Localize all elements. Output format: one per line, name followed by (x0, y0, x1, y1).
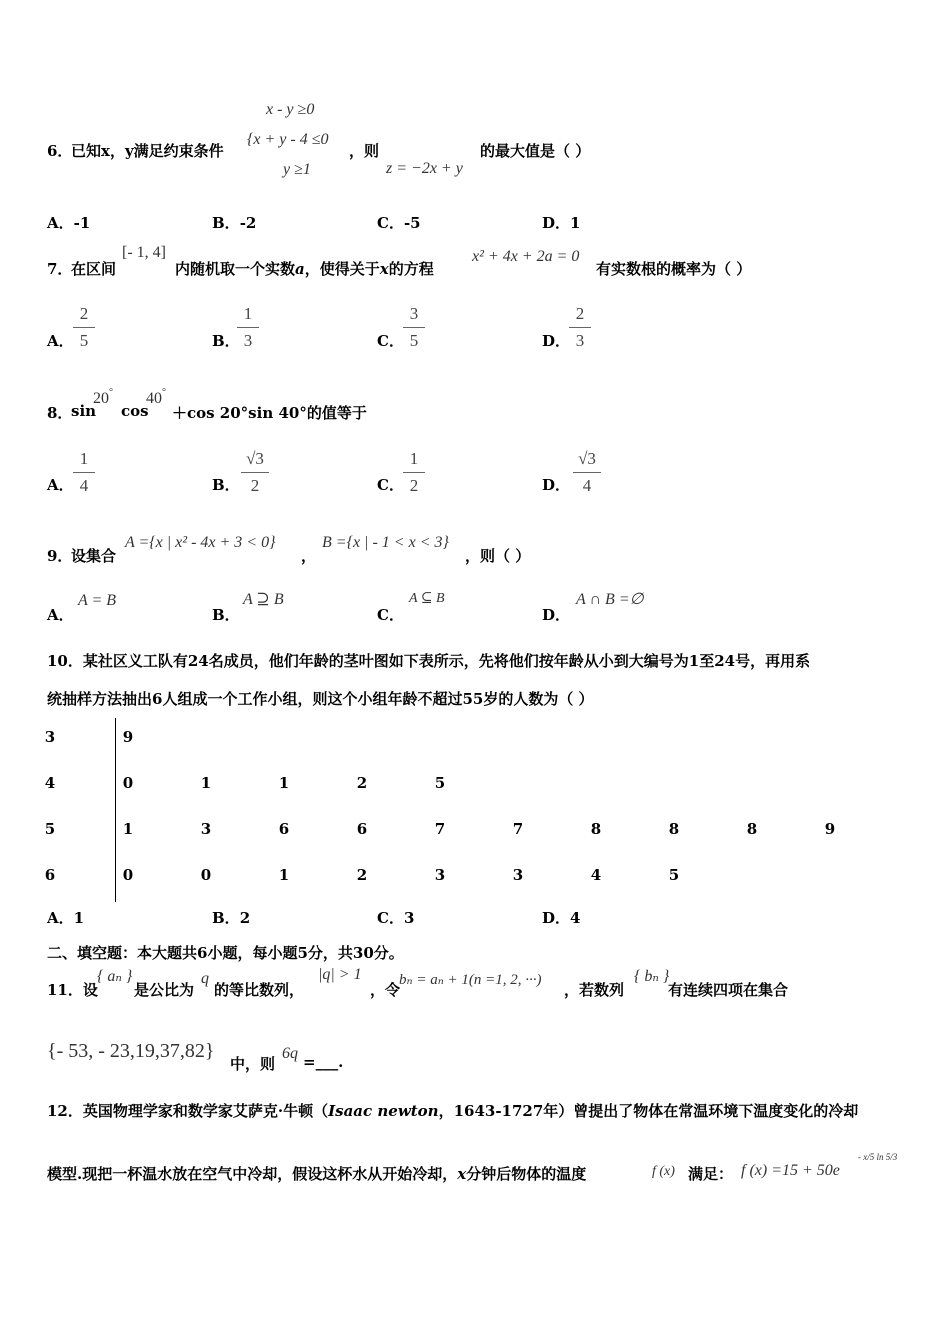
q9-text-a: 设集合 (71, 547, 117, 565)
q12-line-1: 12．英国物理学家和数学家艾萨克·牛顿（Isaac newton，1643-1727年）曾提出了物体在常温环境下温度变化的冷却 (47, 1102, 859, 1120)
q6-constraint-3: y ≥1 (283, 161, 311, 178)
q12-exponent: - x/5 ln 5/3 (858, 1152, 898, 1162)
q6-option-c: C．-5 (377, 214, 421, 232)
q8-sin: sin (71, 402, 97, 420)
leaf: 6 (356, 820, 368, 838)
q8-degree-20: 20° (93, 387, 113, 407)
leaf: 1 (278, 866, 290, 884)
q7-option-c-fraction: 3 5 (403, 303, 425, 352)
q10-option-b: B．2 (212, 909, 251, 927)
q9-option-a-value: A = B (78, 592, 117, 609)
q11-answer-blank: =___. (303, 1053, 344, 1071)
stem-6: 6 (44, 866, 56, 884)
q12-formula: f (x) =15 + 50e (741, 1162, 840, 1179)
section-heading-fill-in: 二、填空题：本大题共6小题，每小题5分，共30分。 (47, 944, 404, 962)
leaf: 1 (122, 820, 134, 838)
q12-text-c: 满足： (688, 1165, 734, 1183)
q7-text-e: 有实数根的概率为（ ） (596, 260, 752, 278)
leaf: 5 (434, 774, 446, 792)
leaf: 4 (590, 866, 602, 884)
leaf: 5 (668, 866, 680, 884)
q11-bn-definition: bₙ = aₙ + 1(n =1, 2, ···) (399, 972, 542, 988)
q10-option-c: C．3 (377, 909, 415, 927)
leaf: 6 (278, 820, 290, 838)
q9-option-b-label: B． (212, 606, 240, 624)
q6-constraint-1: x - y ≥0 (266, 101, 315, 118)
q8-text-rest: ＋cos 20°sin 40°的值等于 (172, 404, 367, 422)
q10-option-d: D．4 (542, 909, 581, 927)
q11-text-e: 有连续四项在集合 (668, 981, 789, 999)
q11-ask: 6q (282, 1045, 298, 1062)
q11-q: q (201, 970, 209, 987)
q11-condition: |q| > 1 (318, 966, 362, 983)
leaf: 0 (122, 866, 134, 884)
stem-divider (115, 718, 116, 902)
leaf: 9 (122, 728, 134, 746)
leaf: 7 (512, 820, 524, 838)
q7-option-b-label: B． (212, 332, 240, 350)
stem-5: 5 (44, 820, 56, 838)
q7-option-d-fraction: 2 3 (569, 303, 591, 352)
q9-set-a: A ={x | x² - 4x + 3 < 0} (125, 534, 276, 551)
q12-line-2: 模型.现把一杯温水放在空气中冷却，假设这杯水从开始冷却，x分钟后物体的温度 (47, 1165, 587, 1183)
q8-option-d-label: D． (542, 476, 571, 494)
leaf: 0 (122, 774, 134, 792)
q11-sequence-b: { bₙ } (634, 968, 670, 985)
q11-text-a: 是公比为 (134, 981, 195, 999)
q6-text-c: 的最大值是（ ） (480, 142, 591, 160)
q11-set: {- 53, - 23,19,37,82} (47, 1040, 215, 1062)
q10-text-line-1: 10．某社区义工队有24名成员，他们年龄的茎叶图如下表所示，先将他们按年龄从小到大编号为1至24号，再用系 (47, 652, 811, 670)
leaf: 8 (668, 820, 680, 838)
q9-set-b: B ={x | - 1 < x < 3} (322, 534, 449, 551)
q11-text-b: 的等比数列， (214, 981, 305, 999)
q9-number: 9． (47, 547, 73, 565)
q10-text-line-2: 统抽样方法抽出6人组成一个工作小组，则这个小组年龄不超过55岁的人数为（ ） (47, 690, 594, 708)
leaf: 1 (278, 774, 290, 792)
q8-number: 8． (47, 404, 73, 422)
q6-option-d: D．1 (542, 214, 581, 232)
stem-4: 4 (44, 774, 56, 792)
q12-fx: f (x) (652, 1164, 675, 1179)
q6-constraint-2: {x + y - 4 ≤0 (247, 131, 329, 148)
q7-text-b: 内随机取一个实数a，使得关于x的方程 (175, 260, 434, 278)
q9-option-d-label: D． (542, 606, 571, 624)
q11-text-f: 中，则 (230, 1055, 276, 1073)
q6-number: 6． (47, 142, 73, 160)
stem-3: 3 (44, 728, 56, 746)
q7-option-a-fraction: 2 5 (73, 303, 95, 352)
q8-option-c-fraction: 1 2 (403, 448, 425, 497)
leaf: 3 (512, 866, 524, 884)
leaf: 9 (824, 820, 836, 838)
leaf: 3 (434, 866, 446, 884)
leaf: 7 (434, 820, 446, 838)
leaf: 2 (356, 866, 368, 884)
q9-option-d-value: A ∩ B =∅ (576, 591, 644, 608)
leaf: 8 (746, 820, 758, 838)
q7-text-a: 在区间 (71, 260, 117, 278)
q6-text-a: 已知x，y满足约束条件 (71, 142, 224, 160)
q6-text-b: ，则 (349, 142, 380, 160)
q8-degree-40: 40° (146, 387, 166, 407)
q6-objective: z = −2x + y (386, 160, 463, 177)
q6-option-b: B．-2 (212, 214, 257, 232)
q7-option-c-label: C． (377, 332, 404, 350)
q10-option-a: A．1 (47, 909, 85, 927)
q8-option-a-fraction: 1 4 (73, 448, 95, 497)
q11-sequence-a: { aₙ } (97, 968, 133, 985)
q7-option-b-fraction: 1 3 (237, 303, 259, 352)
q9-text-b: ，则（ ） (465, 547, 531, 565)
leaf: 1 (200, 774, 212, 792)
leaf: 3 (200, 820, 212, 838)
q8-option-c-label: C． (377, 476, 404, 494)
q7-option-a-label: A． (47, 332, 74, 350)
q7-equation: x² + 4x + 2a = 0 (472, 248, 580, 265)
q9-comma: ， (301, 547, 317, 565)
q8-cos: cos (121, 402, 149, 420)
q9-option-a-label: A． (47, 606, 74, 624)
q11-number: 11．设 (47, 981, 98, 999)
q7-interval: [- 1, 4] (122, 244, 166, 261)
q8-option-a-label: A． (47, 476, 74, 494)
q9-option-c-value: A ⊆ B (409, 591, 445, 606)
leaf: 2 (356, 774, 368, 792)
q9-option-b-value: A ⊇ B (243, 591, 284, 608)
q8-option-b-label: B． (212, 476, 240, 494)
leaf: 8 (590, 820, 602, 838)
q8-option-d-fraction: √3 4 (573, 448, 601, 497)
q9-option-c-label: C． (377, 606, 404, 624)
q11-text-d: ，若数列 (564, 981, 625, 999)
q6-option-a: A．-1 (47, 214, 91, 232)
q8-option-b-fraction: √3 2 (241, 448, 269, 497)
q7-number: 7． (47, 260, 73, 278)
q7-option-d-label: D． (542, 332, 571, 350)
leaf: 0 (200, 866, 212, 884)
q11-text-c: ，令 (370, 981, 401, 999)
